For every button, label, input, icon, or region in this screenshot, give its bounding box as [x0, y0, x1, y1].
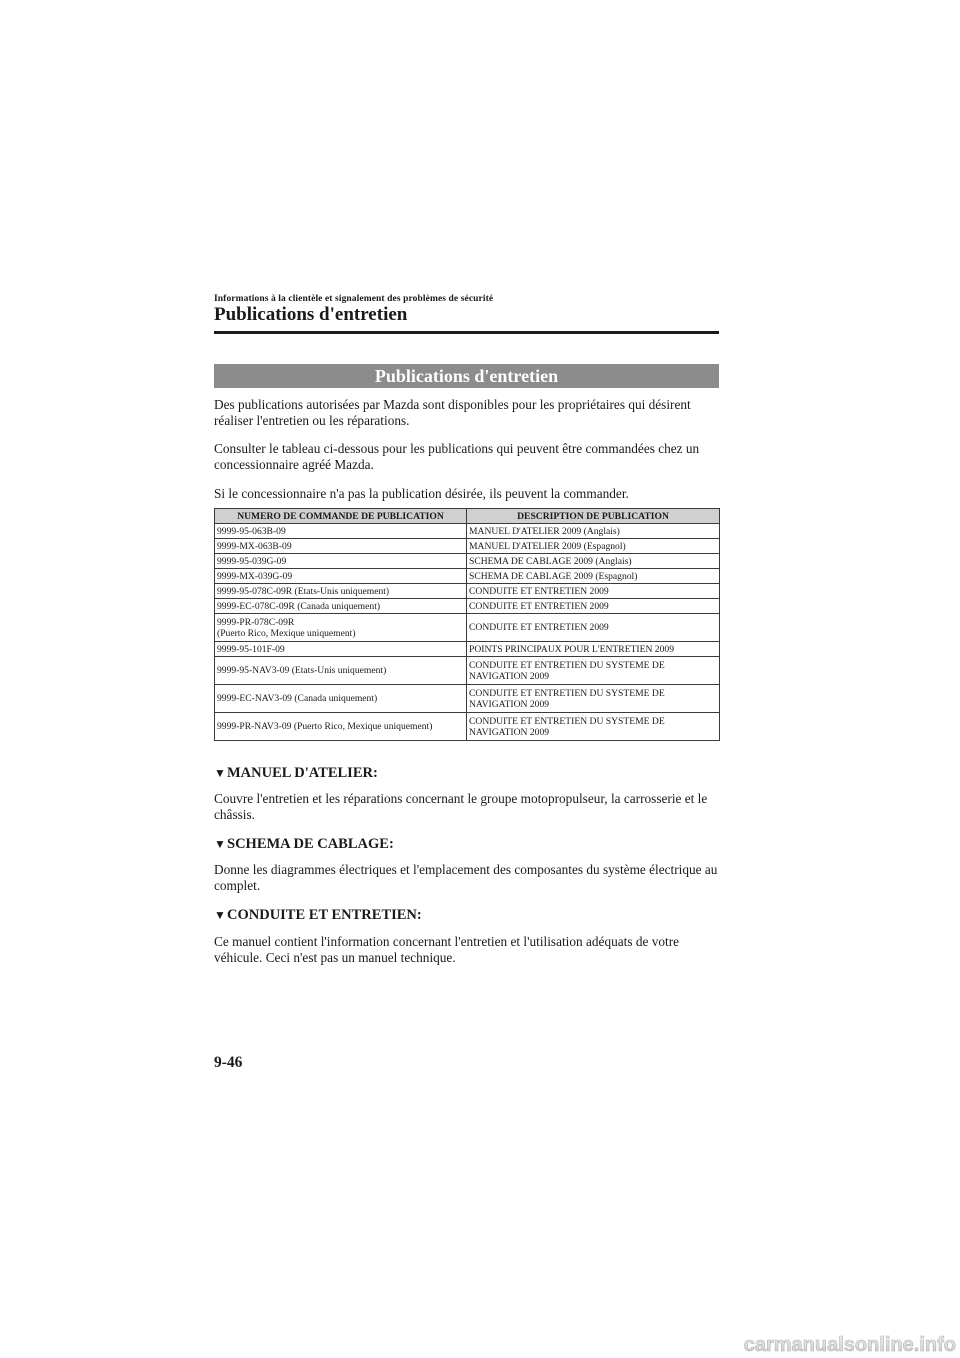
order-number-cell: 9999-EC-NAV3-09 (Canada uniquement)	[215, 685, 467, 713]
order-number-cell: 9999-PR-NAV3-09 (Puerto Rico, Mexique uniquement)	[215, 713, 467, 741]
triangle-down-icon: ▼	[214, 908, 226, 922]
order-number-note: (Puerto Rico, Mexique uniquement)	[217, 627, 356, 639]
section-heading-schema-cablage	[214, 836, 394, 853]
order-number-cell: 9999-95-078C-09R (Etats-Unis uniquement)	[215, 584, 467, 599]
order-number-cell	[215, 614, 467, 642]
title-divider	[214, 331, 719, 334]
order-number-cell: 9999-MX-039G-09	[215, 569, 467, 584]
section-description: Couvre l'entretien et les réparations concernant le groupe motopropulseur, la carrosserie et le châssis.	[214, 791, 708, 822]
intro-paragraph: Consulter le tableau ci-dessous pour les publications qui peuvent être commandées chez un concessionnaire agréé Mazda.	[214, 441, 700, 472]
column-header-description: DESCRIPTION DE PUBLICATION	[467, 509, 720, 524]
description-cell: SCHEMA DE CABLAGE 2009 (Espagnol)	[467, 569, 720, 584]
description-cell: CONDUITE ET ENTRETIEN 2009	[467, 614, 720, 642]
table-row	[215, 584, 720, 599]
section-heading-conduite-entretien	[214, 907, 422, 924]
description-cell: MANUEL D'ATELIER 2009 (Espagnol)	[467, 539, 720, 554]
description-cell: POINTS PRINCIPAUX POUR L'ENTRETIEN 2009	[467, 642, 720, 657]
table-row	[215, 599, 720, 614]
table-row	[215, 614, 720, 642]
description-cell: CONDUITE ET ENTRETIEN 2009	[467, 584, 720, 599]
section-description: Ce manuel contient l'information concernant l'entretien et l'utilisation adéquats de votre véhicule. Ceci n'est pas un manuel technique.	[214, 934, 680, 965]
table-row	[215, 524, 720, 539]
table-row	[215, 539, 720, 554]
chapter-heading: Informations à la clientèle et signalement des problèmes de sécurité	[214, 294, 494, 304]
table-row	[215, 554, 720, 569]
table-row	[215, 657, 720, 685]
section-heading-text: SCHEMA DE CABLAGE:	[227, 836, 394, 852]
table-row	[215, 642, 720, 657]
publications-table	[214, 508, 720, 741]
table-row	[215, 713, 720, 741]
triangle-down-icon: ▼	[214, 837, 226, 851]
table-header-row	[215, 509, 720, 524]
order-number-line: 9999-PR-078C-09R	[217, 616, 295, 628]
order-number-cell: 9999-95-NAV3-09 (Etats-Unis uniquement)	[215, 657, 467, 685]
column-header-order-number: NUMERO DE COMMANDE DE PUBLICATION	[215, 509, 467, 524]
watermark-text: carmanualsonline.info	[743, 1334, 956, 1356]
description-cell	[467, 685, 720, 713]
intro-paragraph: Si le concessionnaire n'a pas la publication désirée, ils peuvent la commander.	[214, 486, 629, 501]
triangle-down-icon: ▼	[214, 766, 226, 780]
description-cell: MANUEL D'ATELIER 2009 (Anglais)	[467, 524, 720, 539]
section-heading-text: MANUEL D'ATELIER:	[227, 765, 378, 781]
watermark-logo	[678, 1332, 958, 1356]
section-description: Donne les diagrammes électriques et l'emplacement des composantes du système électrique au complet.	[214, 862, 718, 893]
order-number-cell: 9999-95-039G-09	[215, 554, 467, 569]
description-cell: SCHEMA DE CABLAGE 2009 (Anglais)	[467, 554, 720, 569]
description-cell: CONDUITE ET ENTRETIEN 2009	[467, 599, 720, 614]
description-line: CONDUITE ET ENTRETIEN DU SYSTEME DE	[469, 687, 665, 699]
page-number: 9-46	[214, 1054, 243, 1071]
section-heading-text: CONDUITE ET ENTRETIEN:	[227, 907, 422, 923]
description-line: NAVIGATION 2009	[469, 670, 550, 682]
order-number-cell: 9999-EC-078C-09R (Canada uniquement)	[215, 599, 467, 614]
order-number-cell: 9999-95-101F-09	[215, 642, 467, 657]
order-number-cell: 9999-MX-063B-09	[215, 539, 467, 554]
order-number-cell: 9999-95-063B-09	[215, 524, 467, 539]
intro-paragraph: Des publications autorisées par Mazda sont disponibles pour les propriétaires qui désirent réaliser l'entretien ou les réparations.	[214, 397, 691, 428]
description-cell	[467, 657, 720, 685]
description-line: NAVIGATION 2009	[469, 726, 550, 738]
description-line: NAVIGATION 2009	[469, 698, 550, 710]
page-title: Publications d'entretien	[214, 304, 408, 325]
manual-page	[214, 0, 719, 1358]
description-cell	[467, 713, 720, 741]
description-line: CONDUITE ET ENTRETIEN DU SYSTEME DE	[469, 715, 665, 727]
table-row	[215, 685, 720, 713]
section-heading-manuel-atelier	[214, 765, 378, 782]
section-banner: Publications d'entretien	[214, 364, 719, 388]
description-line: CONDUITE ET ENTRETIEN DU SYSTEME DE	[469, 659, 665, 671]
table-row	[215, 569, 720, 584]
